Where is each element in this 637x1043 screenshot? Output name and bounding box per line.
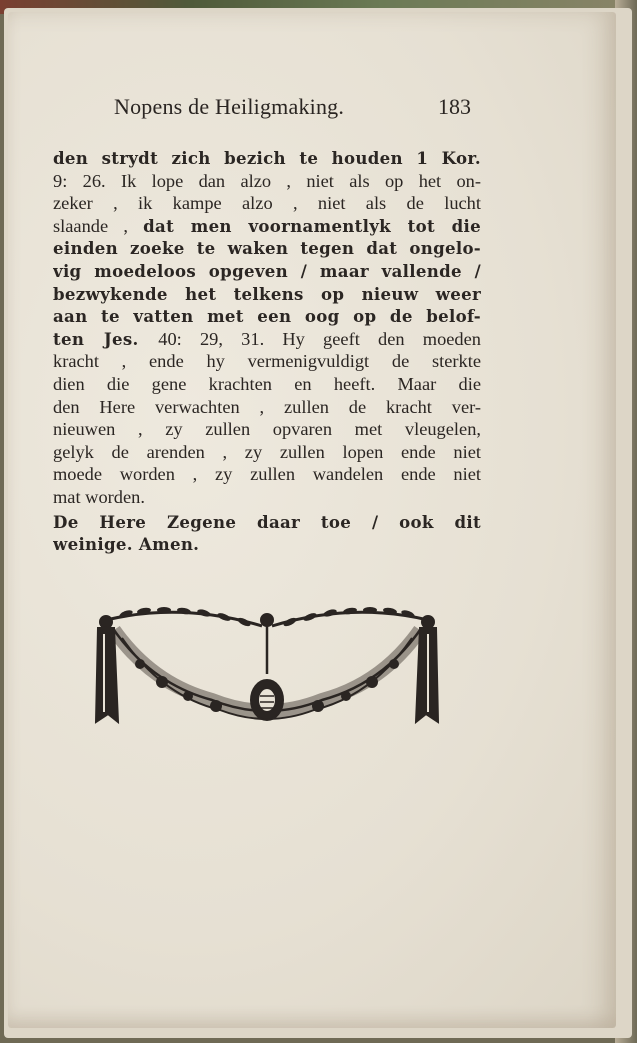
text-line <box>53 486 481 509</box>
roman-text: gelyk de arenden , zy zullen lopen ende niet <box>53 441 481 462</box>
blackletter-text: einden zoeke te waken tegen dat ongelo- <box>53 238 481 259</box>
roman-text: slaande , <box>53 215 144 236</box>
text-line <box>53 396 481 419</box>
roman-text: dien die gene krachten en heeft. Maar die <box>53 373 481 394</box>
roman-text: nieuwen , zy zullen opvaren met vleugelen, <box>53 419 481 440</box>
text-line <box>53 418 481 441</box>
blackletter-text: dat men voornamentlyk tot die <box>143 215 481 236</box>
text-line <box>53 147 481 170</box>
text-line <box>53 192 481 215</box>
garland-ornament-icon <box>92 604 442 734</box>
running-title: Nopens de Heiligmaking. <box>114 94 345 119</box>
text-line <box>53 463 481 486</box>
text-line <box>53 215 481 238</box>
roman-text: kracht , ende hy vermenigvuldigt de sterkte <box>53 351 481 372</box>
roman-text: 9: 26. Ik lope dan alzo , niet als op het on- <box>53 170 481 191</box>
blackletter-text: De Here Zegene daar toe / ook dit <box>53 511 481 532</box>
roman-text: 40: 29, 31. Hy geeft den moeden <box>158 328 481 349</box>
roman-text: moede worden , zy zullen wandelen ende niet <box>53 464 481 485</box>
page-number: 183 <box>438 94 471 119</box>
text-line <box>53 441 481 464</box>
text-line <box>53 373 481 396</box>
roman-text: zeker , ik kampe alzo , niet als de lucht <box>53 193 481 214</box>
blackletter-text: vig moedeloos opgeven / maar vallende / <box>53 260 481 281</box>
text-line <box>53 350 481 373</box>
blackletter-text: aan te vatten met een oog op de belof- <box>53 306 481 327</box>
blackletter-text: den strydt zich bezich te houden 1 Kor. <box>53 148 481 168</box>
text-line <box>53 305 481 328</box>
body-text <box>53 147 481 556</box>
blackletter-text: weinige. Amen. <box>53 534 200 555</box>
text-line <box>53 170 481 193</box>
closing-line <box>53 533 481 556</box>
paragraph-lines <box>53 147 481 509</box>
text-line <box>53 328 481 351</box>
blackletter-text: ten Jes. <box>53 328 159 349</box>
closing-lines <box>53 511 481 556</box>
blackletter-text: bezwykende het telkens op nieuw weer <box>53 283 481 304</box>
roman-text: den Here verwachten , zullen de kracht ver- <box>53 396 481 417</box>
text-line <box>53 237 481 260</box>
closing-line <box>53 511 481 534</box>
roman-text: mat worden. <box>53 486 145 507</box>
text-line <box>53 283 481 306</box>
text-line <box>53 260 481 283</box>
